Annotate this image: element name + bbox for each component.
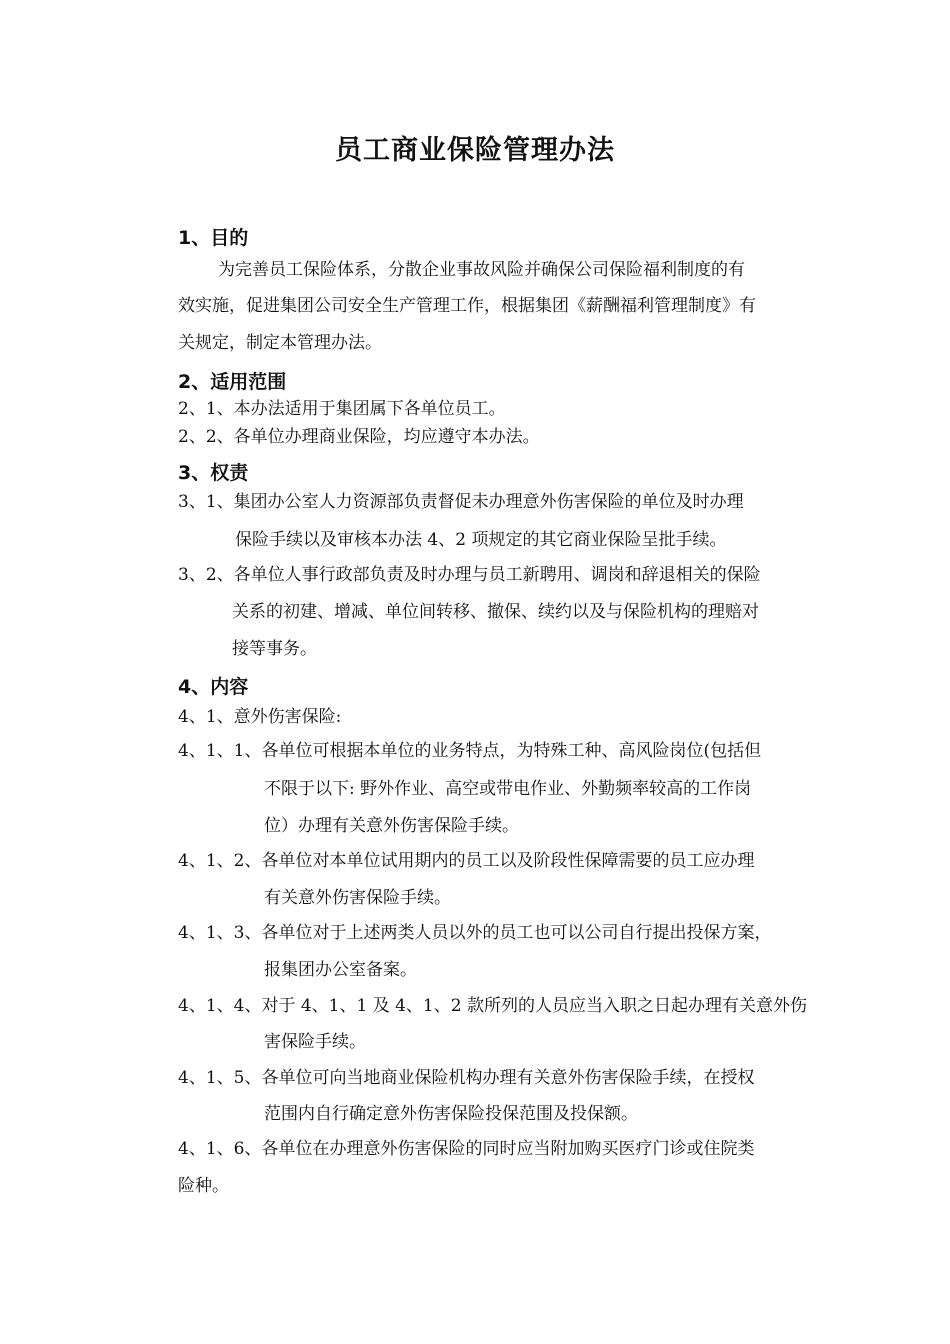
paragraph-line: 4、1、5、各单位可向当地商业保险机构办理有关意外伤害保险手续，在授权 bbox=[178, 1068, 755, 1088]
paragraph-line: 2、1、本办法适用于集团属下各单位员工。 bbox=[178, 399, 506, 419]
paragraph-line: 3、2、各单位人事行政部负责及时办理与员工新聘用、调岗和辞退相关的保险 bbox=[178, 565, 761, 585]
section-heading-scope: 2、适用范围 bbox=[178, 371, 287, 393]
paragraph-line: 3、1、集团办公室人力资源部负责督促未办理意外伤害保险的单位及时办理 bbox=[178, 492, 744, 512]
paragraph-line: 为完善员工保险体系，分散企业事故风险并确保公司保险福利制度的有 bbox=[218, 260, 745, 280]
document-title: 员工商业保险管理办法 bbox=[335, 135, 615, 166]
paragraph-line: 关系的初建、增减、单位间转移、撤保、续约以及与保险机构的理赔对 bbox=[232, 602, 759, 622]
paragraph-line: 2、2、各单位办理商业保险，均应遵守本办法。 bbox=[178, 427, 540, 447]
paragraph-line: 4、1、4、对于 4、1、1 及 4、1、2 款所列的人员应当入职之日起办理有关意外伤 bbox=[178, 996, 807, 1016]
paragraph-line: 4、1、2、各单位对本单位试用期内的员工以及阶段性保障需要的员工应办理 bbox=[178, 851, 755, 871]
paragraph-line: 害保险手续。 bbox=[264, 1032, 366, 1052]
section-heading-content: 4、内容 bbox=[178, 676, 249, 698]
section-heading-purpose: 1、目的 bbox=[178, 227, 249, 249]
paragraph-line: 4、1、1、各单位可根据本单位的业务特点，为特殊工种、高风险岗位(包括但 bbox=[178, 741, 762, 761]
paragraph-line: 4、1、意外伤害保险: bbox=[178, 707, 342, 727]
paragraph-line: 范围内自行确定意外伤害保险投保范围及投保额。 bbox=[264, 1104, 638, 1124]
paragraph-line: 报集团办公室备案。 bbox=[264, 960, 417, 980]
paragraph-line: 接等事务。 bbox=[232, 639, 317, 659]
paragraph-line: 关规定，制定本管理办法。 bbox=[178, 333, 382, 353]
paragraph-line: 不限于以下: 野外作业、高空或带电作业、外勤频率较高的工作岗 bbox=[264, 779, 752, 799]
paragraph-line: 4、1、3、各单位对于上述两类人员以外的员工也可以公司自行提出投保方案， bbox=[178, 923, 772, 943]
paragraph-line: 险种。 bbox=[178, 1176, 229, 1196]
paragraph-line: 保险手续以及审核本办法 4、2 项规定的其它商业保险呈批手续。 bbox=[235, 530, 727, 550]
paragraph-line: 位）办理有关意外伤害保险手续。 bbox=[264, 816, 519, 836]
paragraph-line: 4、1、6、各单位在办理意外伤害保险的同时应当附加购买医疗门诊或住院类 bbox=[178, 1139, 755, 1159]
paragraph-line: 有关意外伤害保险手续。 bbox=[264, 888, 451, 908]
paragraph-line: 效实施，促进集团公司安全生产管理工作，根据集团《薪酬福利管理制度》有 bbox=[178, 296, 756, 316]
section-heading-responsibility: 3、权责 bbox=[178, 462, 249, 484]
